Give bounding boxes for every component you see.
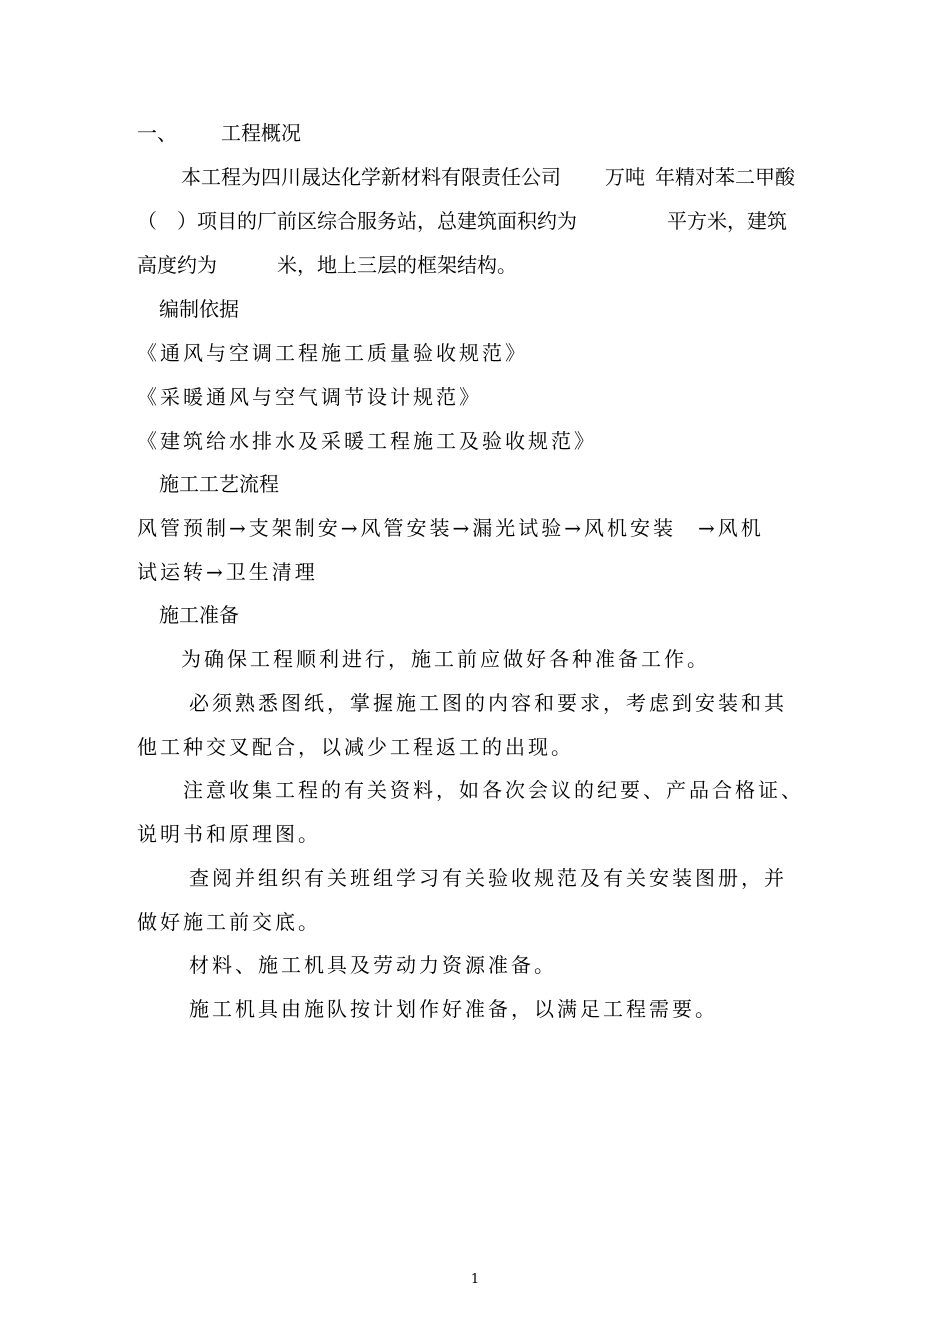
basis-item: 《建筑给水排水及采暖工程施工及验收规范》 [137,429,597,453]
basis-item: 《采暖通风与空气调节设计规范》 [137,385,482,409]
preparation-paragraph-2-line-1: 必须熟悉图纸，掌握施工图的内容和要求，考虑到安装和其 [189,691,787,715]
section-basis-heading: 编制依据 [159,297,239,321]
preparation-paragraph-1: 为确保工程顺利进行，施工前应做好各种准备工作。 [181,647,710,671]
overview-line-3: 高度约为 米，地上三层的框架结构。 [137,253,517,277]
preparation-paragraph-3-line-1: 注意收集工程的有关资料，如各次会议的纪要、产品合格证、 [183,778,804,802]
basis-item: 《通风与空调工程施工质量验收规范》 [137,341,528,365]
process-line-2: 试运转→卫生清理 [137,560,318,584]
preparation-paragraph-4-line-2: 做好施工前交底。 [137,910,321,934]
section-title: 工程概况 [221,121,301,145]
overview-line-2: （ ）项目的厂前区综合服务站，总建筑面积约为 平方米，建筑 [137,209,787,233]
preparation-paragraph-4-line-1: 查阅并组织有关班组学习有关验收规范及有关安装图册，并 [189,866,787,890]
overview-line-1: 本工程为四川晟达化学新材料有限责任公司 万吨 年精对苯二甲酸 [181,165,795,189]
section-overview-heading [137,121,862,145]
section-process-heading: 施工工艺流程 [159,472,279,496]
section-preparation-heading: 施工准备 [159,603,239,627]
preparation-paragraph-3-line-2: 说明书和原理图。 [137,822,321,846]
section-number: 一、 [137,121,177,145]
preparation-paragraph-5: 材料、施工机具及劳动力资源准备。 [189,953,557,977]
process-line-1: 风管预制→支架制安→风管安装→漏光试验→风机安装 →风机 [137,516,764,540]
preparation-paragraph-2-line-2: 他工种交叉配合，以减少工程返工的出现。 [137,735,574,759]
preparation-paragraph-6: 施工机具由施队按计划作好准备，以满足工程需要。 [189,997,718,1021]
page-number: 1 [470,1272,480,1287]
